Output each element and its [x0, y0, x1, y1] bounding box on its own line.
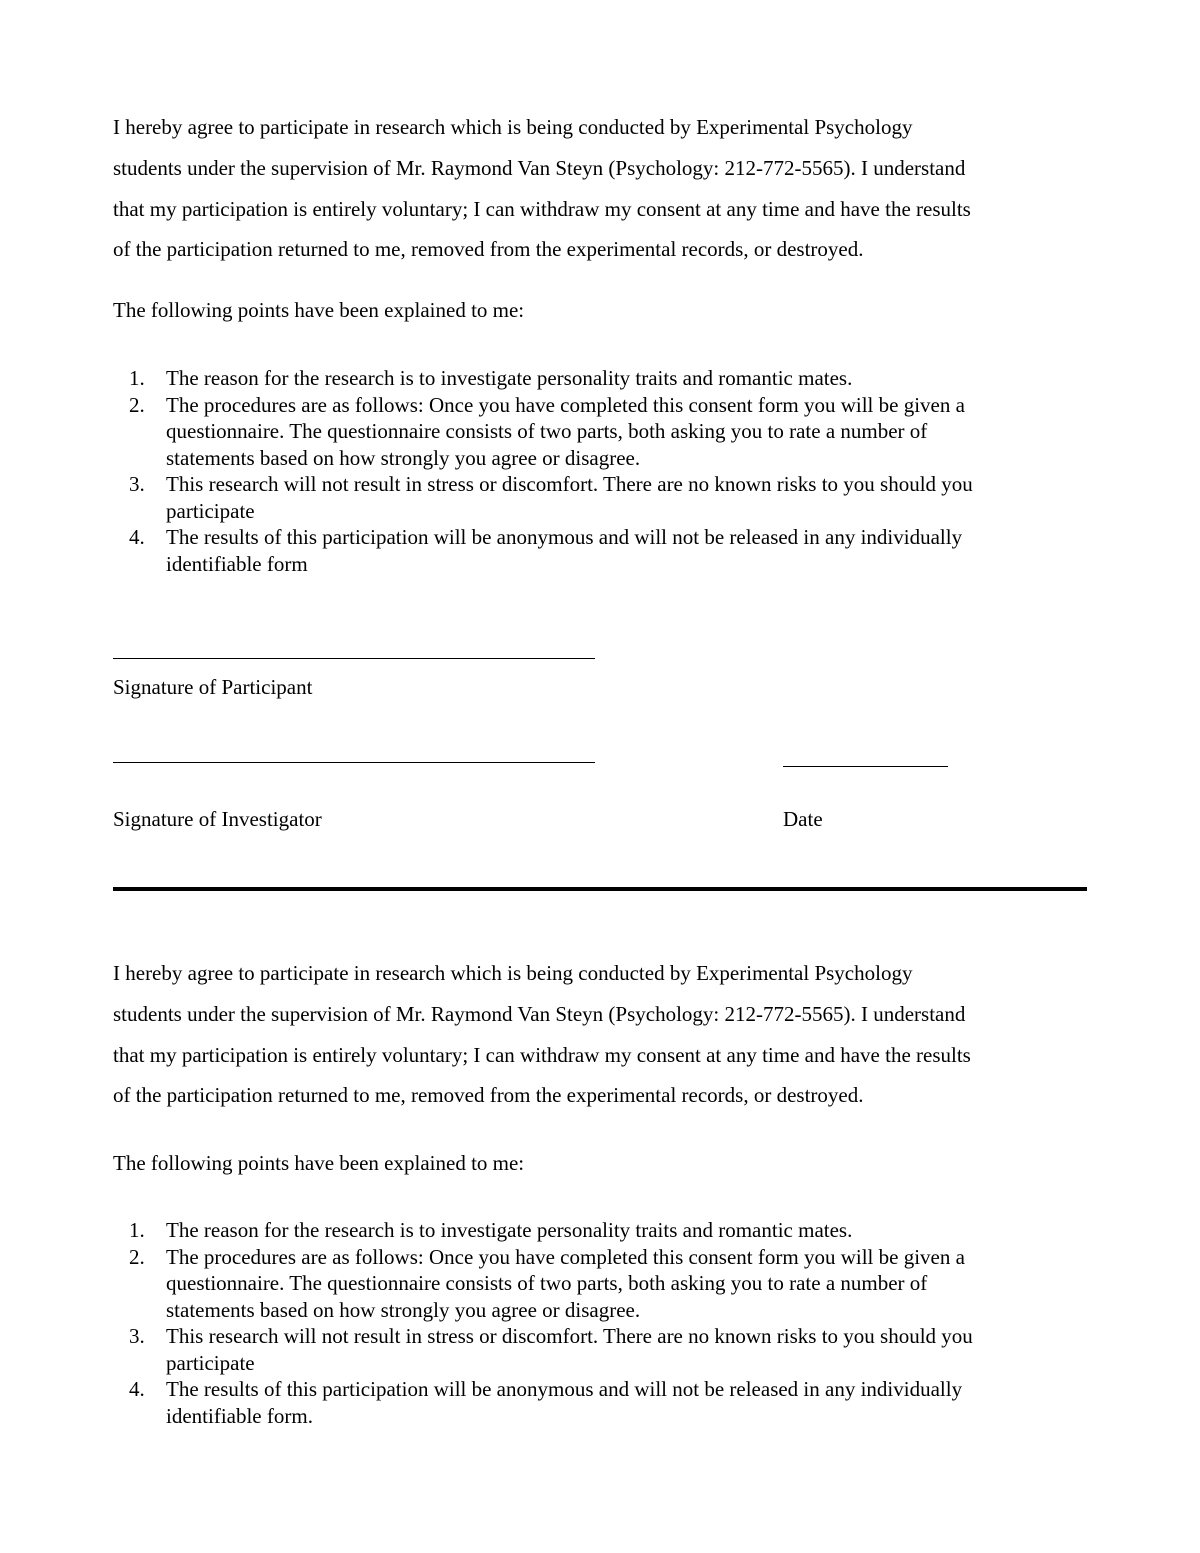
points-list-2: [113, 1217, 1088, 1429]
paragraph-line: students under the supervision of Mr. Raymond Van Steyn (Psychology: 212-772-5565). I understand: [113, 155, 966, 180]
list-number: 2.: [129, 392, 145, 417]
points-intro-1: The following points have been explained to me:: [113, 298, 525, 322]
list-item: [113, 1376, 1088, 1429]
list-item-text: questionnaire. The questionnaire consists of two parts, both asking you to rate a number of: [166, 1271, 928, 1295]
list-number: 3.: [129, 1324, 145, 1348]
list-number: 1.: [129, 1218, 145, 1242]
list-number: 4.: [129, 525, 145, 549]
list-item-text: The procedures are as follows: Once you have completed this consent form you will be given a: [166, 392, 965, 417]
list-item: [113, 1323, 1088, 1376]
paragraph-line: of the participation returned to me, removed from the experimental records, or destroyed.: [113, 1083, 864, 1108]
list-item-text: The procedures are as follows: Once you have completed this consent form you will be given a: [166, 1244, 965, 1269]
list-item-text: The reason for the research is to investigate personality traits and romantic mates.: [166, 366, 853, 390]
list-item-text: identifiable form.: [166, 1403, 313, 1428]
list-item-text: This research will not result in stress or discomfort. There are no known risks to you should you: [166, 472, 973, 496]
section-divider: [113, 887, 1087, 891]
list-item: [113, 1244, 1088, 1324]
paragraph-line: of the participation returned to me, removed from the experimental records, or destroyed.: [113, 237, 864, 262]
date-label: Date: [783, 807, 823, 831]
list-item-text: statements based on how strongly you agree or disagree.: [166, 445, 641, 470]
list-item: [113, 392, 1088, 472]
list-item: [113, 1217, 1088, 1244]
list-item: [113, 471, 1088, 524]
list-number: 3.: [129, 472, 145, 496]
list-item-text: statements based on how strongly you agree or disagree.: [166, 1297, 641, 1322]
list-number: 1.: [129, 366, 145, 390]
participant-signature-line[interactable]: [113, 658, 595, 659]
points-intro-2: The following points have been explained to me:: [113, 1151, 525, 1175]
paragraph-line: that my participation is entirely voluntary; I can withdraw my consent at any time and have the results: [113, 1042, 971, 1067]
list-item: [113, 365, 1088, 392]
consent-paragraph-1: [113, 107, 1088, 270]
list-item-text: The results of this participation will be anonymous and will not be released in any individually: [166, 1377, 963, 1401]
list-number: 4.: [129, 1377, 145, 1401]
paragraph-line: I hereby agree to participate in research which is being conducted by Experimental Psychology: [113, 115, 913, 139]
paragraph-line: students under the supervision of Mr. Raymond Van Steyn (Psychology: 212-772-5565). I understand: [113, 1001, 966, 1026]
list-item-text: identifiable form: [166, 551, 308, 576]
paragraph-line: that my participation is entirely voluntary; I can withdraw my consent at any time and have the results: [113, 196, 971, 221]
investigator-signature-line[interactable]: [113, 762, 595, 763]
investigator-signature-label: Signature of Investigator: [113, 807, 322, 831]
list-item-text: questionnaire. The questionnaire consists of two parts, both asking you to rate a number of: [166, 419, 928, 443]
list-item-text: The results of this participation will be anonymous and will not be released in any individually: [166, 525, 963, 549]
list-item-text: This research will not result in stress or discomfort. There are no known risks to you should you: [166, 1324, 973, 1348]
list-item-text: The reason for the research is to investigate personality traits and romantic mates.: [166, 1218, 853, 1242]
consent-paragraph-2: [113, 953, 1088, 1116]
list-number: 2.: [129, 1244, 145, 1269]
points-list-1: [113, 365, 1088, 577]
list-item-text: participate: [166, 1350, 255, 1375]
paragraph-line: I hereby agree to participate in research which is being conducted by Experimental Psychology: [113, 961, 913, 985]
list-item-text: participate: [166, 498, 255, 523]
participant-signature-label: Signature of Participant: [113, 675, 313, 699]
list-item: [113, 524, 1088, 577]
date-line[interactable]: [783, 766, 948, 767]
